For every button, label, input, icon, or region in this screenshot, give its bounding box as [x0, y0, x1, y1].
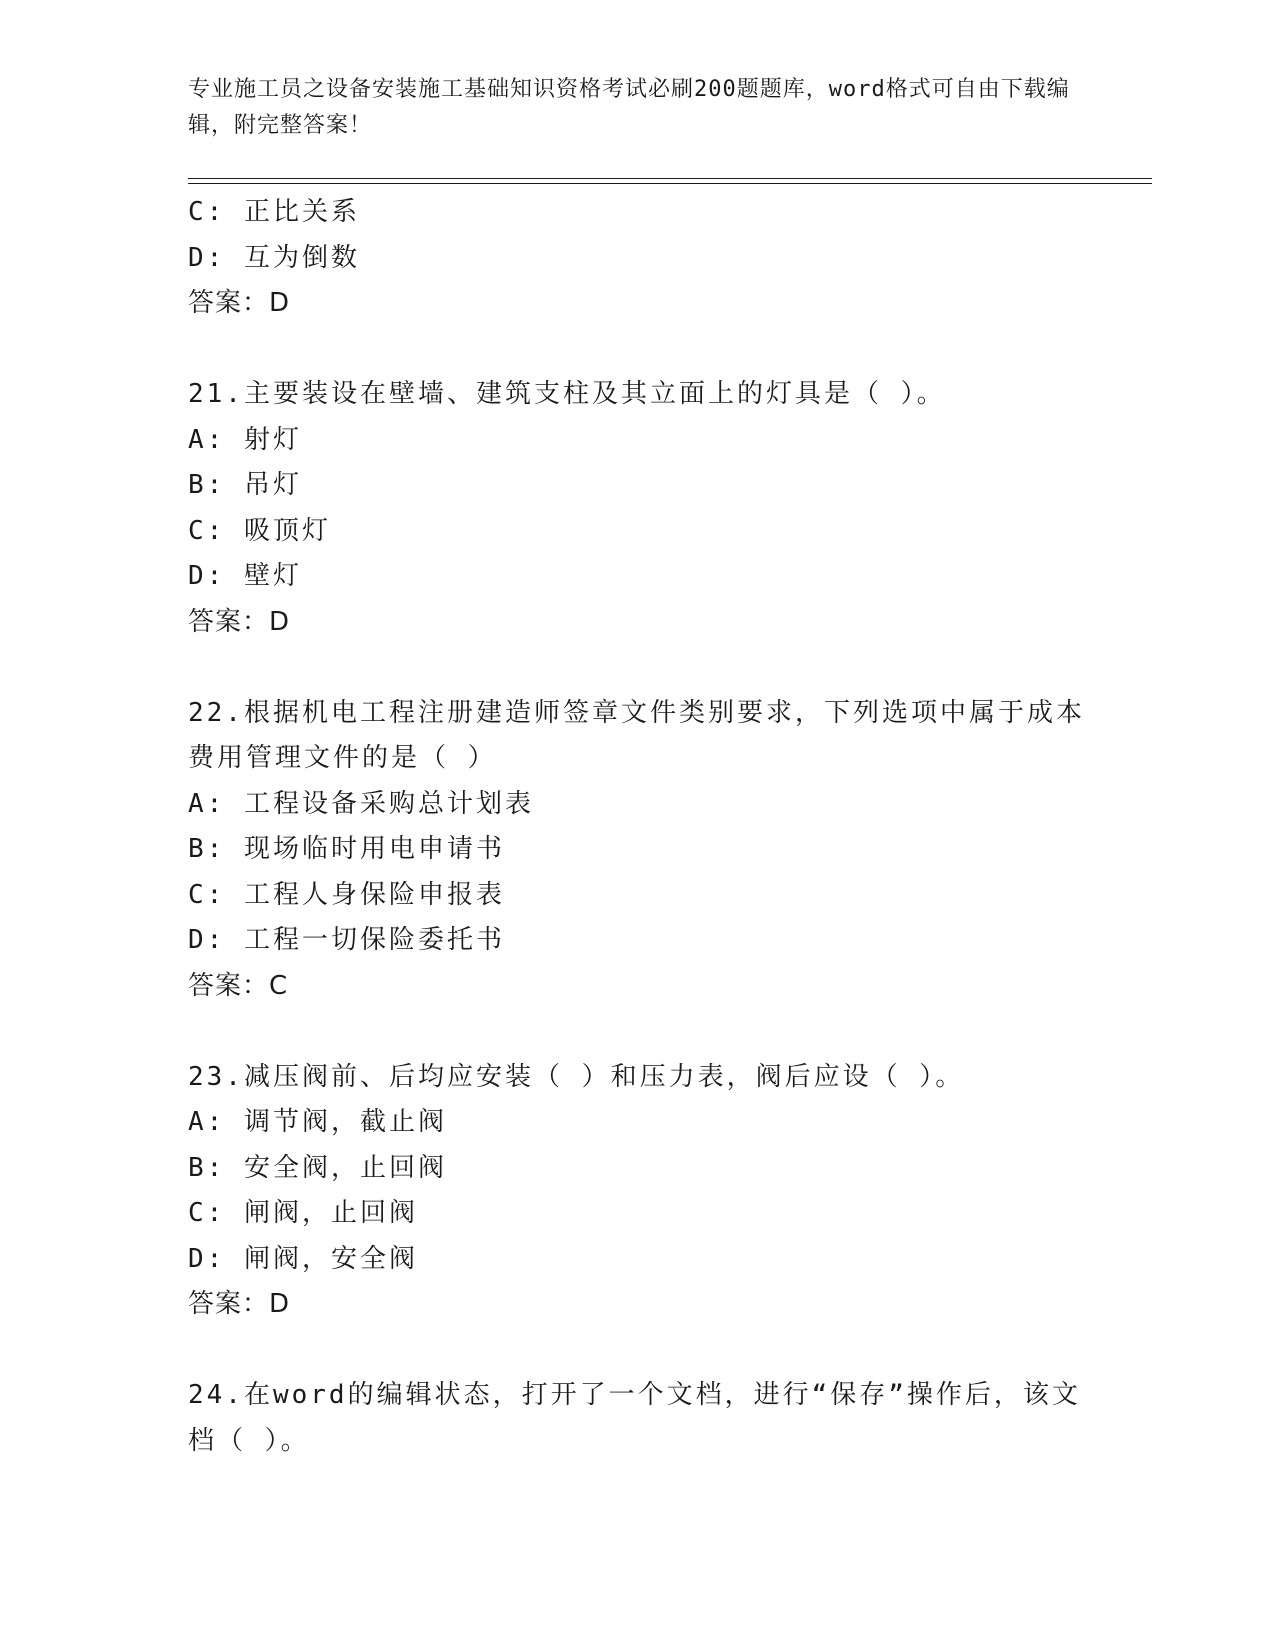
spacer [188, 1009, 1088, 1055]
question-22 [188, 691, 1088, 1010]
answer-line: 答案：C [188, 970, 289, 1001]
question-list [188, 190, 1088, 1464]
answer-line: 答案：D [188, 1289, 291, 1319]
question-stem: 21.主要装设在壁墙、建筑支柱及其立面上的灯具是（ ）。 [188, 379, 946, 409]
option-c: C: 闸阀，止回阀 [188, 1198, 418, 1228]
option-b: B: 现场临时用电申请书 [188, 834, 505, 864]
option-d: D: 工程一切保险委托书 [188, 925, 505, 955]
option-b: B: 吊灯 [188, 470, 302, 500]
question-24 [188, 1373, 1088, 1464]
option-a: A: 工程设备采购总计划表 [188, 788, 534, 819]
option-c: C: 正比关系 [188, 197, 360, 227]
option-d: D: 壁灯 [188, 561, 302, 591]
question-stem: 24.在word的编辑状态，打开了一个文档，进行“保存”操作后，该文档（ ）。 [188, 1380, 1081, 1456]
option-a: A: 射灯 [188, 424, 302, 455]
question-21 [188, 372, 1088, 645]
option-d: D: 互为倒数 [188, 242, 360, 273]
option-c: C: 吸顶灯 [188, 515, 331, 546]
spacer [188, 1328, 1088, 1374]
question-stem: 23.减压阀前、后均应安装（ ）和压力表，阀后应设（ ）。 [188, 1061, 965, 1092]
previous-question [188, 190, 1088, 327]
answer-line: 答案：D [188, 606, 291, 637]
question-stem: 22.根据机电工程注册建造师签章文件类别要求，下列选项中属于成本费用管理文件的是（ ） [188, 697, 1085, 773]
spacer [188, 645, 1088, 691]
spacer [188, 327, 1088, 373]
option-c: C: 工程人身保险申报表 [188, 879, 505, 910]
document-title: 专业施工员之设备安装施工基础知识资格考试必刷200题题库，word格式可自由下载编辑，附完整答案！ [188, 77, 1070, 138]
option-b: B: 安全阀，止回阀 [188, 1152, 447, 1183]
header-divider-bottom [188, 183, 1152, 184]
option-d: D: 闸阀，安全阀 [188, 1243, 418, 1274]
option-a: A: 调节阀，截止阀 [188, 1107, 447, 1137]
question-23 [188, 1055, 1088, 1328]
page-header [188, 72, 1088, 144]
answer-line: 答案：D [188, 288, 291, 318]
header-divider-top [188, 178, 1152, 179]
